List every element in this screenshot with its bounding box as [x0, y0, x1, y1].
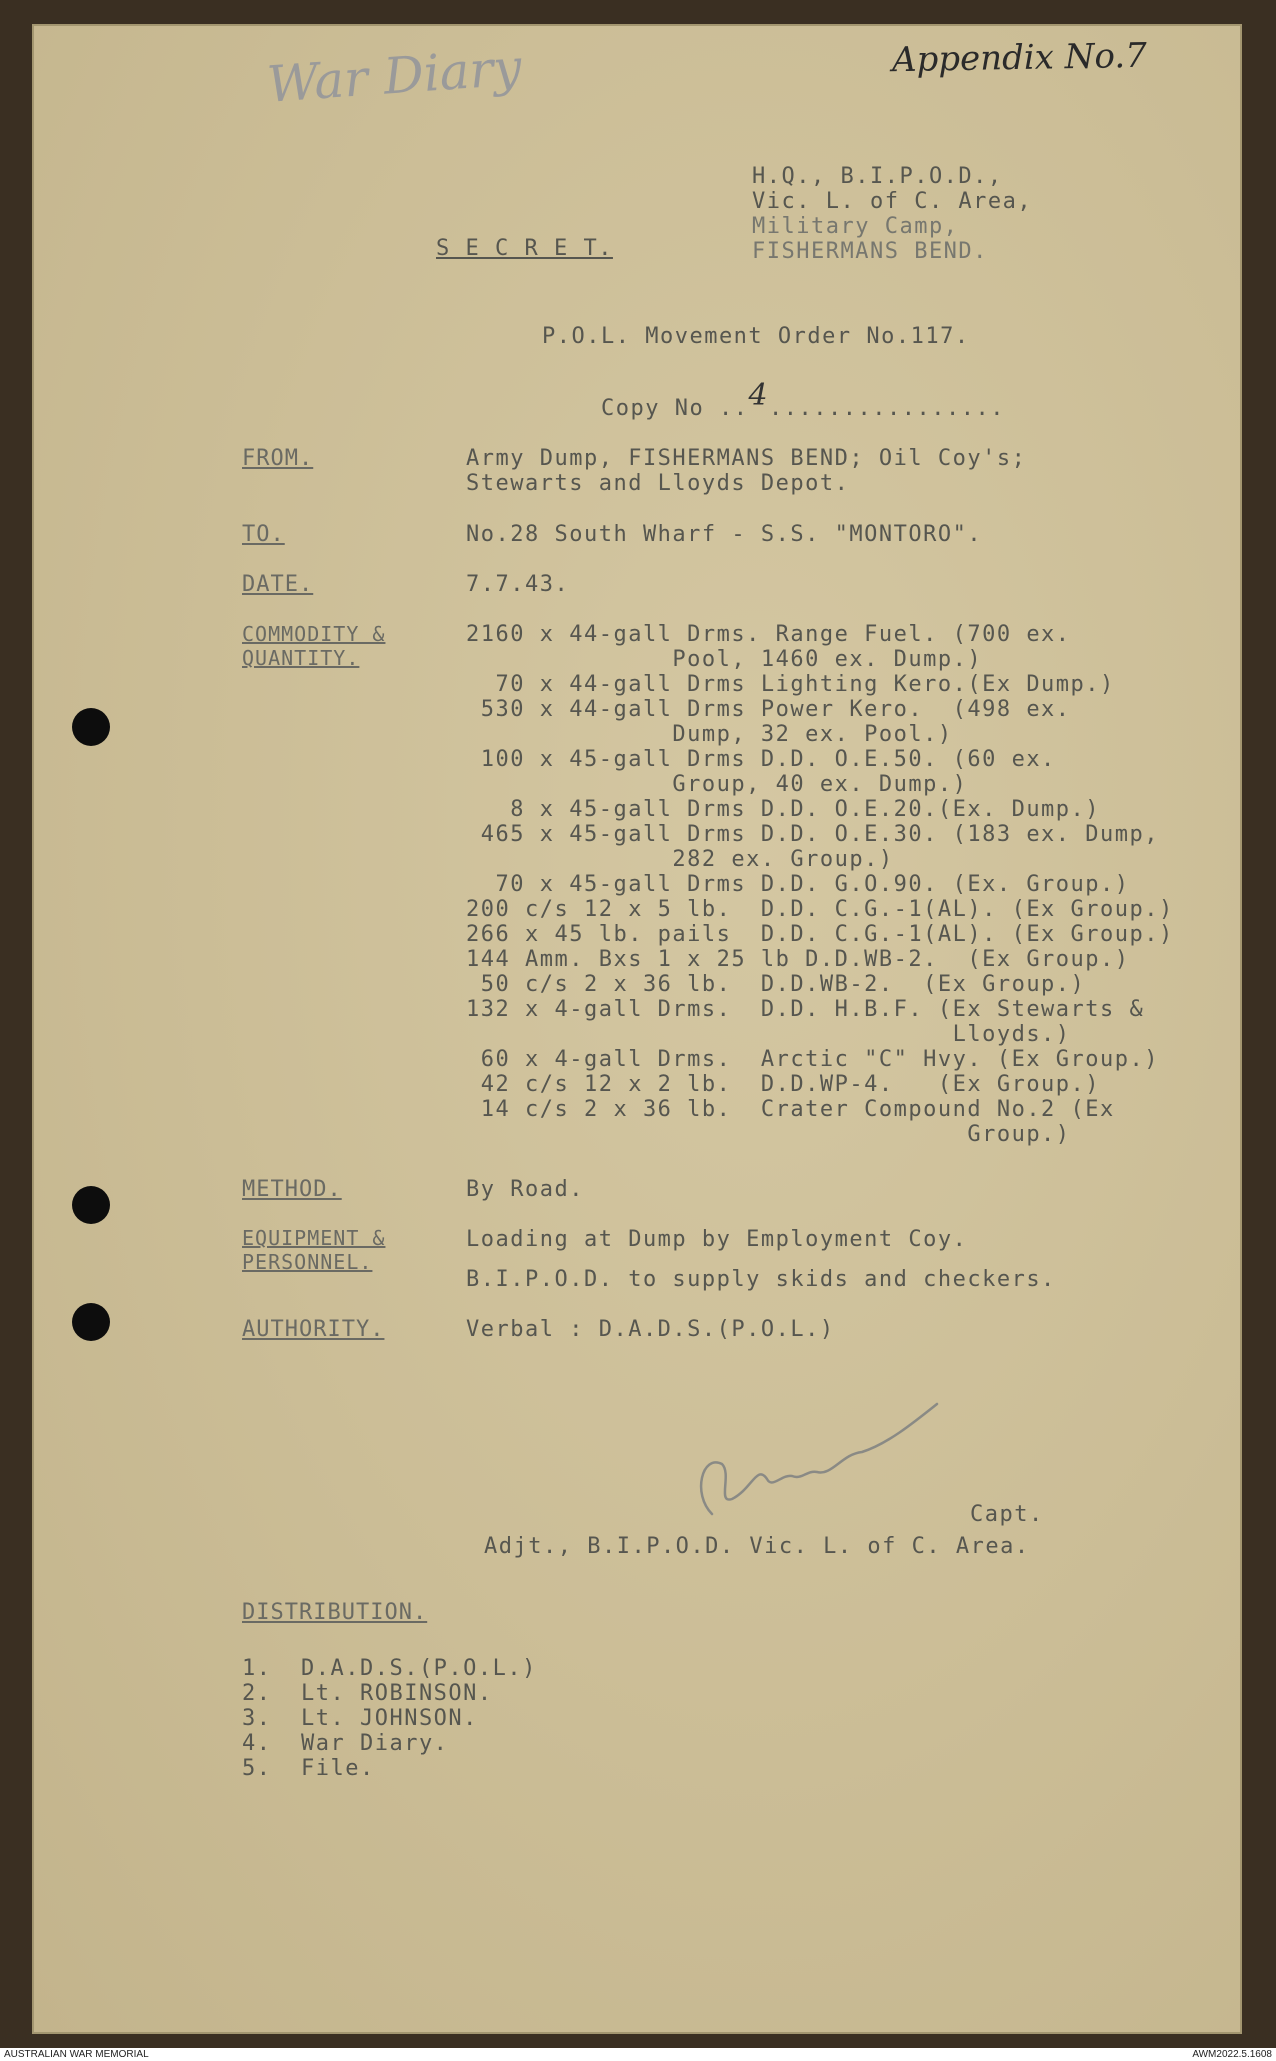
commodity-line: 132 x 4-gall Drms. D.D. H.B.F. (Ex Stewarts &	[466, 997, 1145, 1022]
from-label: FROM.	[242, 446, 314, 471]
method-label: METHOD.	[242, 1177, 342, 1202]
signatory-title: Adjt., B.I.P.O.D. Vic. L. of C. Area.	[484, 1534, 1030, 1559]
war-diary-annotation: War Diary	[265, 38, 524, 114]
address-line: FISHERMANS BEND.	[752, 239, 988, 264]
commodity-line: 8 x 45-gall Drms D.D. O.E.20.(Ex. Dump.)	[466, 797, 1101, 822]
commodity-line: 100 x 45-gall Drms D.D. O.E.50. (60 ex.	[466, 747, 1056, 772]
commodity-line: 266 x 45 lb. pails D.D. C.G.-1(AL). (Ex Group.)	[466, 922, 1174, 947]
commodity-line: 42 c/s 12 x 2 lb. D.D.WP-4. (Ex Group.)	[466, 1072, 1101, 1097]
address-line: H.Q., B.I.P.O.D.,	[752, 164, 1003, 189]
commodity-line: 50 c/s 2 x 36 lb. D.D.WB-2. (Ex Group.)	[466, 972, 1086, 997]
distribution-item: 2. Lt. ROBINSON.	[242, 1681, 493, 1706]
method-value: By Road.	[466, 1177, 584, 1202]
address-line: Military Camp,	[752, 214, 959, 239]
commodity-line: Lloyds.)	[466, 1022, 1071, 1047]
copy-label: Copy No ..	[600, 396, 749, 421]
to-label: TO.	[242, 522, 285, 547]
copy-dots: ................	[769, 396, 1005, 421]
commodity-line: Pool, 1460 ex. Dump.)	[466, 647, 983, 672]
from-line: Stewarts and Lloyds Depot.	[466, 471, 850, 496]
punch-hole	[72, 1303, 110, 1341]
address-line: Vic. L. of C. Area,	[752, 189, 1033, 214]
commodity-label: COMMODITY &	[242, 622, 386, 646]
appendix-annotation: Appendix No.7	[891, 35, 1148, 81]
classification: S E C R E T.	[436, 236, 613, 261]
commodity-line: 2160 x 44-gall Drms. Range Fuel. (700 ex.	[466, 622, 1071, 647]
distribution-item: 3. Lt. JOHNSON.	[242, 1706, 478, 1731]
distribution-item: 5. File.	[242, 1756, 375, 1781]
equipment-line: Loading at Dump by Employment Coy.	[466, 1227, 968, 1252]
commodity-line: Group, 40 ex. Dump.)	[466, 772, 968, 797]
punch-hole	[72, 708, 110, 746]
document-page	[32, 24, 1242, 2034]
commodity-line: 200 c/s 12 x 5 lb. D.D. C.G.-1(AL). (Ex Group.)	[466, 897, 1174, 922]
from-line: Army Dump, FISHERMANS BEND; Oil Coy's;	[466, 446, 1027, 471]
distribution-item: 1. D.A.D.S.(P.O.L.)	[242, 1656, 537, 1681]
commodity-line: Group.)	[466, 1122, 1071, 1147]
commodity-line: 465 x 45-gall Drms D.D. O.E.30. (183 ex. Dump,	[466, 822, 1160, 847]
to-value: No.28 South Wharf - S.S. "MONTORO".	[466, 522, 983, 547]
distribution-item: 4. War Diary.	[242, 1731, 449, 1756]
commodity-line: 14 c/s 2 x 36 lb. Crater Compound No.2 (Ex	[466, 1097, 1115, 1122]
commodity-line: 70 x 45-gall Drms D.D. G.O.90. (Ex. Group.)	[466, 872, 1130, 897]
punch-hole	[72, 1186, 110, 1224]
archive-footer	[0, 2048, 1276, 2061]
signatory-rank: Capt.	[970, 1502, 1044, 1527]
authority-value: Verbal : D.A.D.S.(P.O.L.)	[466, 1317, 835, 1342]
date-label: DATE.	[242, 572, 314, 597]
footer-right: AWM2022.5.1608	[1192, 2049, 1272, 2060]
footer-left: AUSTRALIAN WAR MEMORIAL	[4, 2049, 149, 2060]
commodity-line: 60 x 4-gall Drms. Arctic "C" Hvy. (Ex Group.)	[466, 1047, 1160, 1072]
equipment-label: EQUIPMENT &	[242, 1226, 386, 1250]
date-value: 7.7.43.	[466, 572, 570, 597]
quantity-label: QUANTITY.	[242, 646, 360, 670]
copy-number-line	[542, 368, 1005, 446]
authority-label: AUTHORITY.	[242, 1317, 385, 1342]
personnel-label: PERSONNEL.	[242, 1250, 373, 1274]
commodity-line: 70 x 44-gall Drms Lighting Kero.(Ex Dump.)	[466, 672, 1115, 697]
commodity-line: 530 x 44-gall Drms Power Kero. (498 ex.	[466, 697, 1071, 722]
signature-scribble	[672, 1394, 972, 1534]
equipment-line: B.I.P.O.D. to supply skids and checkers.	[466, 1267, 1056, 1292]
commodity-line: 282 ex. Group.)	[466, 847, 894, 872]
copy-number: 4	[748, 378, 770, 413]
distribution-heading: DISTRIBUTION.	[242, 1600, 428, 1625]
commodity-line: 144 Amm. Bxs 1 x 25 lb D.D.WB-2. (Ex Group.)	[466, 947, 1130, 972]
order-title: P.O.L. Movement Order No.117.	[542, 324, 970, 349]
commodity-line: Dump, 32 ex. Pool.)	[466, 722, 953, 747]
